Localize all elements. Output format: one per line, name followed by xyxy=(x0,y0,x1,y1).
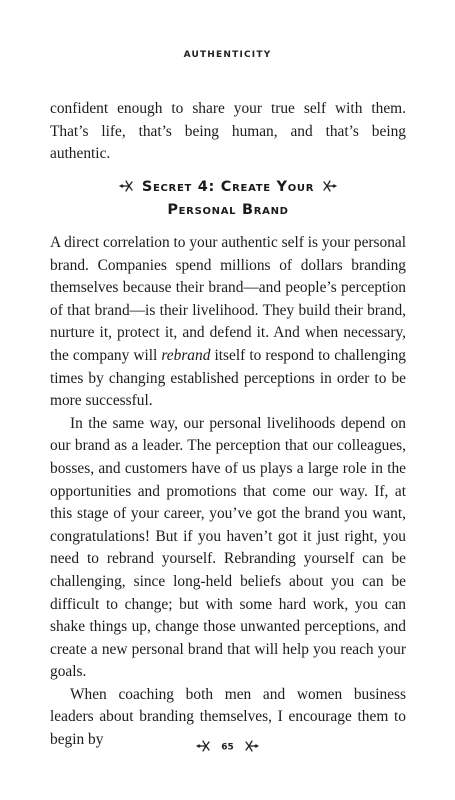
fleur-ornament-icon xyxy=(195,739,211,753)
fleur-ornament-icon xyxy=(244,739,260,753)
paragraph-1 xyxy=(50,232,406,413)
paragraph-3: When coaching both men and women business leaders about branding themselves, I encourage them to begin by xyxy=(50,685,406,749)
paragraph-1-end: itself to respond to challenging times by changing established perceptions in order to be more successful. xyxy=(50,346,406,410)
fleur-ornament-icon xyxy=(322,178,338,192)
running-head: AUTHENTICITY xyxy=(183,50,272,60)
section-heading xyxy=(50,176,406,222)
page-footer xyxy=(0,740,455,755)
continuation-paragraph xyxy=(50,98,406,166)
continuation-text: confident enough to share your true self with them. That’s life, that’s being human, and that’s being authentic. xyxy=(50,100,406,163)
heading-title-line-1: Secret 4: Create Your xyxy=(141,179,315,195)
heading-title-line-2: Personal Brand xyxy=(167,202,289,218)
fleur-ornament-icon xyxy=(118,178,134,192)
paragraph-2: In the same way, our personal livelihoods depend on our brand as a leader. The perception that our colleagues, bosses, and customers have of us plays a large role in the opportunities and promotions that come our way. If, at this stage of your career, you’ve got the brand you want, congratulations! But if you haven’t got it just right, you need to rebrand yourself. Rebranding yourself can be challenging, since long-held beliefs about you can be difficult to change; but with some hard work, you can shake things up, change those unwanted perceptions, and create a new personal brand that will help you reach your goals. xyxy=(50,414,406,681)
page-number: 65 xyxy=(221,742,234,753)
heading-line-1 xyxy=(50,176,406,199)
main-text xyxy=(50,232,406,752)
paragraph-1-start: A direct correlation to your authentic self is your personal brand. Companies spend millions of dollars branding themselves because their brand—and people’s perception of that brand—is their livelihood. They build their brand, nurture it, protect it, and defend it. And when necessary, the company will xyxy=(50,234,407,364)
paragraph-1-emphasis: rebrand xyxy=(161,346,211,364)
